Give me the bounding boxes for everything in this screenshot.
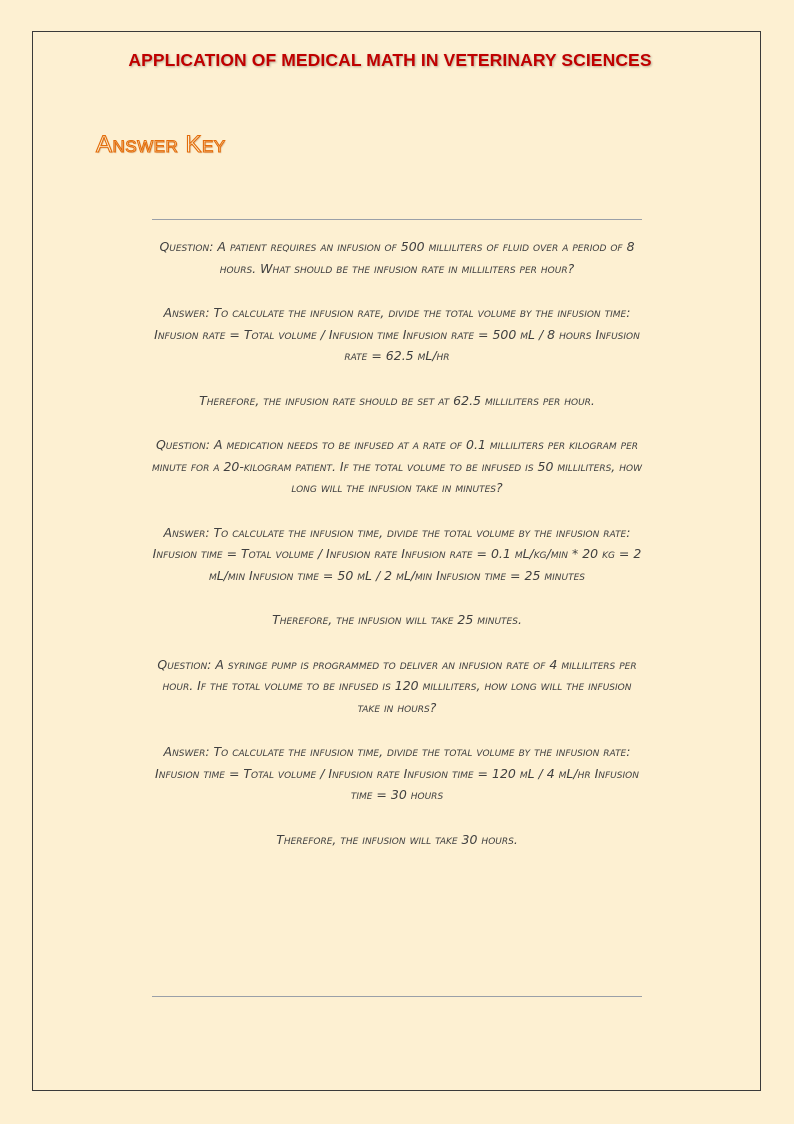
document-title: APPLICATION OF MEDICAL MATH IN VETERINARY SCIENCES xyxy=(128,50,652,70)
answer-content xyxy=(150,236,644,873)
answer-key-heading: Answer Key xyxy=(96,131,226,158)
conclusion-2: Therefore, the infusion will take 25 minutes. xyxy=(272,612,522,627)
answer-2: Answer: To calculate the infusion time, divide the total volume by the infusion rate: Infusion time = Total volume / Infusion rate Infusion rate = 0.1 mL/kg/min * 20 kg = 2 mL/min Infusion time = 50 mL / 2 mL/min Infusion time = 25 minutes xyxy=(152,524,642,583)
top-divider xyxy=(152,219,642,220)
answer-1: Answer: To calculate the infusion rate, divide the total volume by the infusion time: Infusion rate = Total volume / Infusion time Infusion rate = 500 mL / 8 hours Infusion rate = 62.5 mL/hr xyxy=(154,305,640,363)
conclusion-1: Therefore, the infusion rate should be set at 62.5 milliliters per hour. xyxy=(199,392,595,408)
question-3: Question: A syringe pump is programmed to deliver an infusion rate of 4 milliliters per hour. If the total volume to be infused is 120 milliliters, how long will the infusion take in hours? xyxy=(157,656,637,715)
answer-3: Answer: To calculate the infusion time, divide the total volume by the infusion rate: Infusion time = Total volume / Infusion rate Infusion time = 120 mL / 4 mL/hr Infusion time = 30 hours xyxy=(155,744,639,802)
question-1: Question: A patient requires an infusion of 500 milliliters of fluid over a period of 8 hours. What should be the infusion rate in milliliters per hour? xyxy=(159,239,635,276)
question-2: Question: A medication needs to be infused at a rate of 0.1 milliliters per kilogram per minute for a 20-kilogram patient. If the total volume to be infused is 50 milliliters, how long will the infusion take in minutes? xyxy=(151,437,643,495)
conclusion-3: Therefore, the infusion will take 30 hours. xyxy=(276,831,518,847)
bottom-divider xyxy=(152,996,642,997)
